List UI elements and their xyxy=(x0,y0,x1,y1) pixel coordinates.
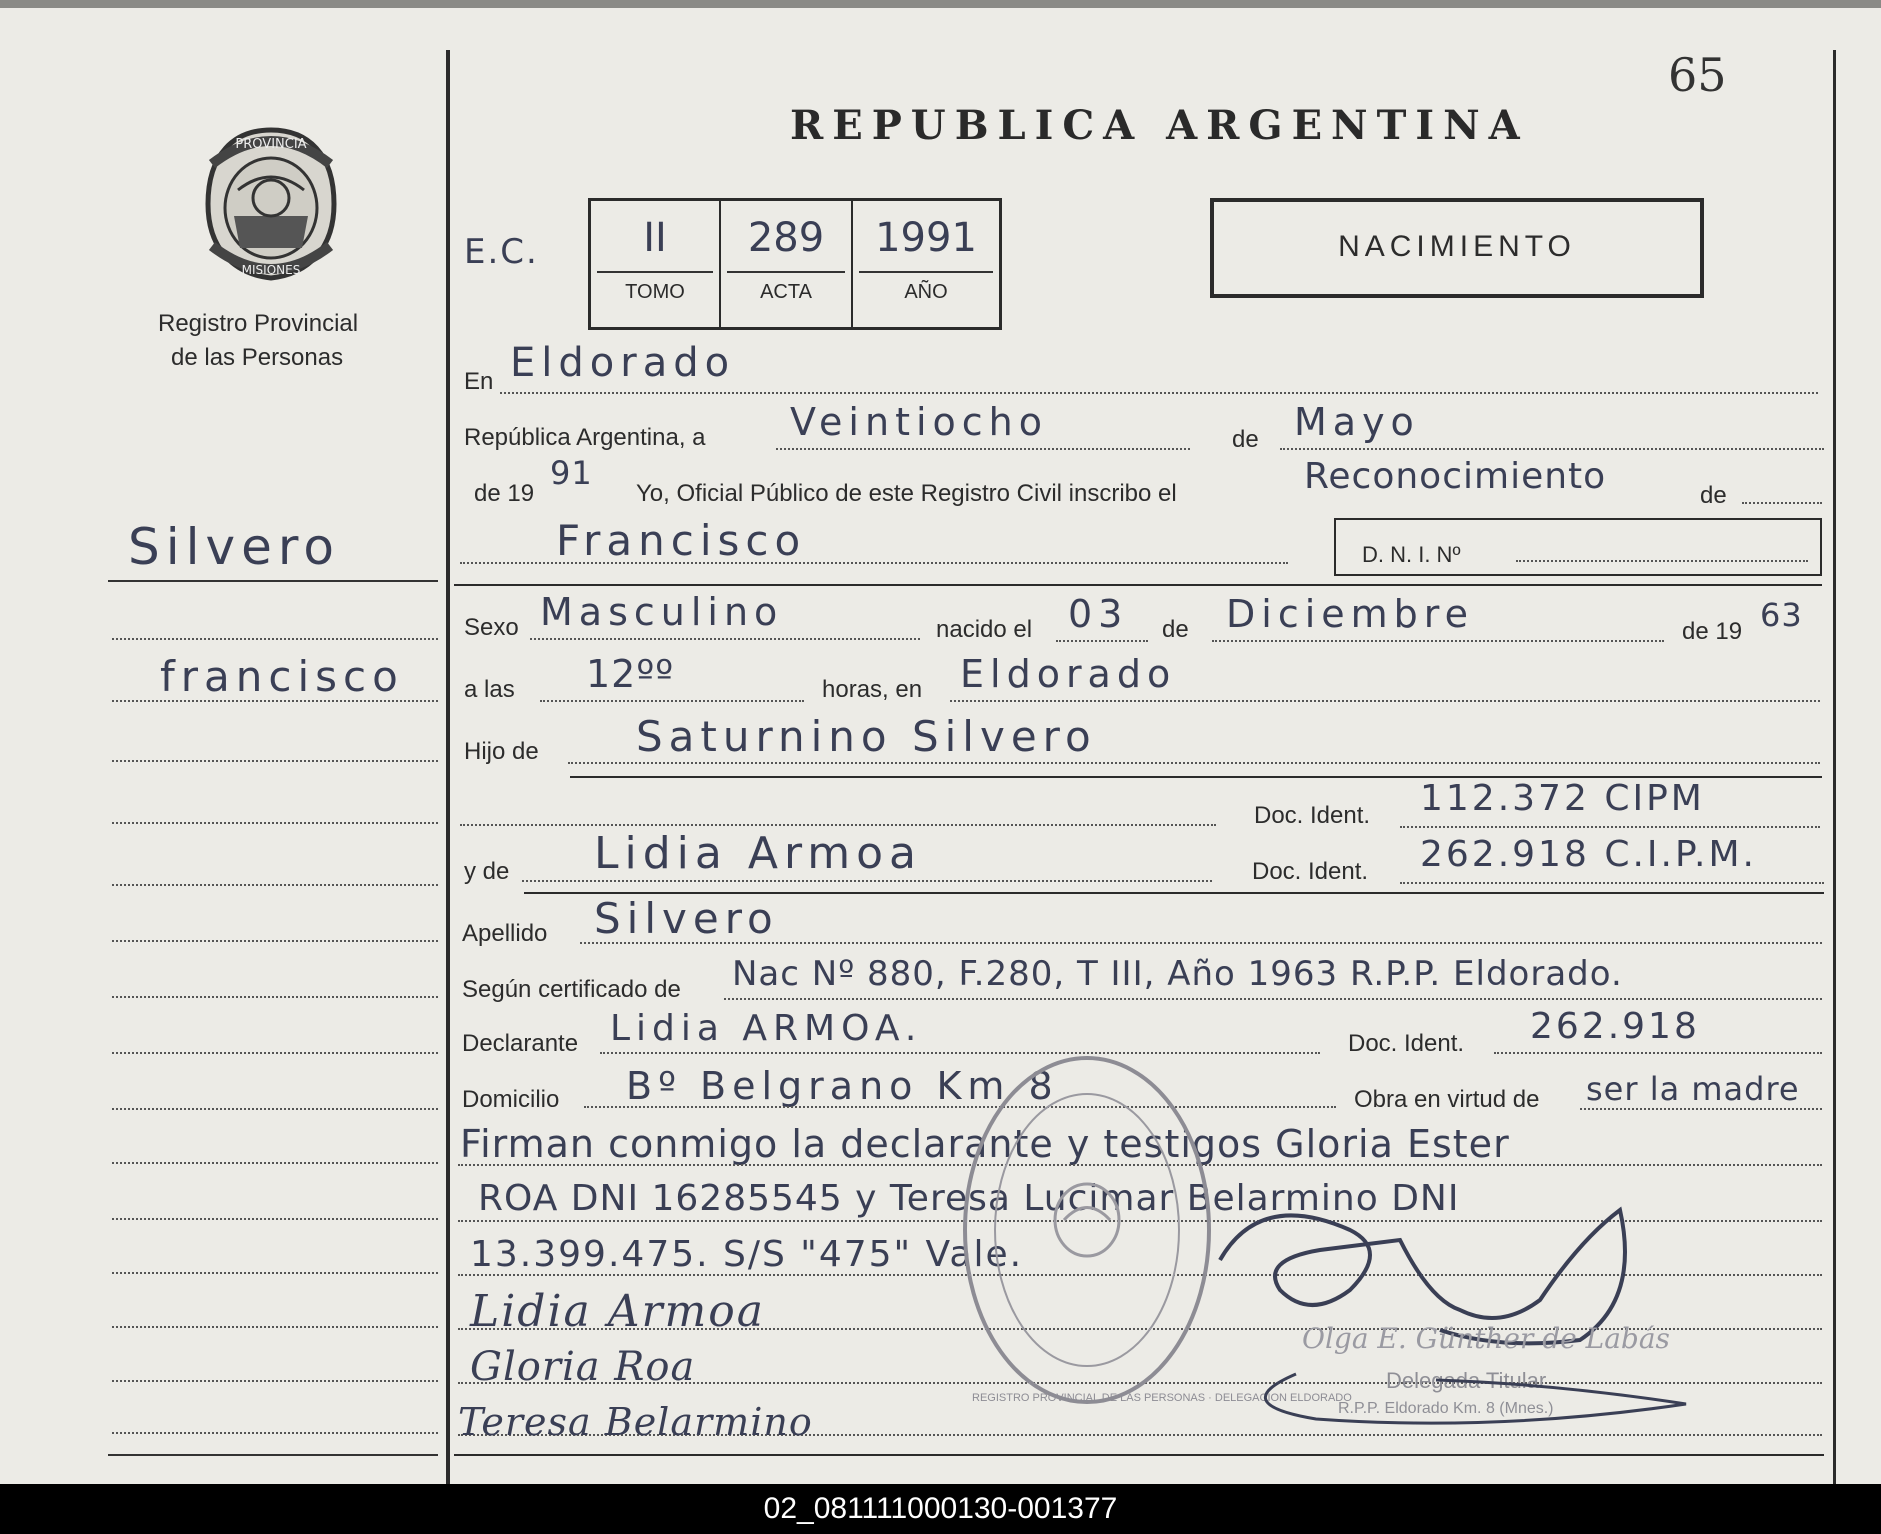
segun-value: Nac Nº 880, F.280, T III, Año 1963 R.P.P. Eldorado. xyxy=(732,954,1623,994)
act-suffix-label: de xyxy=(1700,482,1727,509)
day-month-separator: de xyxy=(1232,426,1259,453)
tomo-value: II xyxy=(643,215,667,261)
republica-label: República Argentina, a xyxy=(464,424,706,451)
top-edge-shadow xyxy=(0,0,1881,8)
document-title: REPUBLICA ARGENTINA xyxy=(790,102,1529,149)
dni-label: D. N. I. Nº xyxy=(1362,542,1461,567)
birth-month-value: Diciembre xyxy=(1226,592,1474,636)
birth-year-value: 63 xyxy=(1760,596,1803,634)
mother-doc-label: Doc. Ident. xyxy=(1252,858,1369,885)
hour-value: 12ºº xyxy=(586,652,675,696)
segun-label: Según certificado de xyxy=(462,976,681,1003)
year-value: 91 xyxy=(550,454,593,492)
emblem-text-bottom: MISIONES xyxy=(241,263,301,277)
year-prefix-label: de 19 xyxy=(474,480,535,507)
declarante-doc-value: 262.918 xyxy=(1530,1006,1700,1047)
obra-value: ser la madre xyxy=(1586,1070,1800,1108)
anio-value: 1991 xyxy=(875,215,977,261)
mother-doc-value: 262.918 C.I.P.M. xyxy=(1420,834,1758,875)
official-stamp xyxy=(956,1050,1218,1410)
domicilio-label: Domicilio xyxy=(462,1086,560,1113)
declarante-label: Declarante xyxy=(462,1030,579,1057)
signature-declarante: Lidia Armoa xyxy=(470,1286,766,1337)
birth-year-prefix: de 19 xyxy=(1682,618,1743,645)
birth-day-value: 03 xyxy=(1068,592,1129,636)
right-border xyxy=(1833,50,1836,1484)
anio-label: AÑO xyxy=(904,281,948,303)
stamp-text: REGISTRO PROVINCIAL DE LAS PERSONAS · DELEGACION ELDORADO xyxy=(972,1392,1352,1404)
month-value: Mayo xyxy=(1294,400,1420,444)
a-las-label: a las xyxy=(464,676,515,703)
birth-de-label: de xyxy=(1162,616,1189,643)
domicilio-value: Bº Belgrano Km 8 xyxy=(626,1064,1059,1108)
declarante-value: Lidia ARMOA. xyxy=(610,1008,923,1049)
official-name: Olga E. Günther de Labás xyxy=(1302,1322,1670,1355)
tomo-label: TOMO xyxy=(625,281,685,303)
margin-given-name: francisco xyxy=(160,652,404,701)
birth-place-value: Eldorado xyxy=(960,652,1177,696)
record-type-box xyxy=(1210,198,1704,298)
image-id-footer: 02_081111000130-001377 xyxy=(0,1484,1881,1534)
father-doc-label: Doc. Ident. xyxy=(1254,802,1371,829)
obra-label: Obra en virtud de xyxy=(1354,1086,1540,1113)
dni-box xyxy=(1334,518,1822,576)
y-de-label: y de xyxy=(464,858,510,885)
page-number: 65 xyxy=(1668,48,1727,102)
observation-line-3: 13.399.475. S/S "475" Vale. xyxy=(470,1234,1024,1275)
en-label: En xyxy=(464,368,494,395)
signature-witness-2: Teresa Belarmino xyxy=(458,1400,813,1444)
signature-witness-1: Gloria Roa xyxy=(470,1344,696,1390)
record-number-box xyxy=(588,198,1002,330)
acta-value: 289 xyxy=(747,215,825,261)
apellido-value: Silvero xyxy=(594,894,779,943)
child-name-value: Francisco xyxy=(556,516,807,565)
en-value: Eldorado xyxy=(510,340,736,386)
record-type: NACIMIENTO xyxy=(1338,230,1576,263)
ec-mark: E.C. xyxy=(464,232,539,272)
father-name-value: Saturnino Silvero xyxy=(636,712,1097,761)
horas-label: horas, en xyxy=(822,676,923,703)
hijo-label: Hijo de xyxy=(464,738,539,765)
tomo-cell xyxy=(591,201,721,327)
emblem-text-top: PROVINCIA xyxy=(235,137,307,152)
nacido-label: nacido el xyxy=(936,616,1033,643)
day-value: Veintiocho xyxy=(790,400,1048,444)
registry-name-line1: Registro Provincial xyxy=(158,310,359,337)
margin-surname: Silvero xyxy=(128,518,340,576)
observation-line-1: Firman conmigo la declarante y testigos Gloria Ester xyxy=(460,1122,1510,1166)
yo-oficial-label: Yo, Oficial Público de este Registro Civil inscribo el xyxy=(636,480,1177,507)
observation-line-2: ROA DNI 16285545 y Teresa Lucimar Belarmino DNI xyxy=(478,1178,1460,1219)
mother-name-value: Lidia Armoa xyxy=(594,828,923,879)
declarante-doc-label: Doc. Ident. xyxy=(1348,1030,1465,1057)
official-office: R.P.P. Eldorado Km. 8 (Mnes.) xyxy=(1338,1400,1554,1417)
sexo-value: Masculino xyxy=(540,590,784,634)
father-doc-value: 112.372 CIPM xyxy=(1420,778,1705,819)
official-signature-underline xyxy=(1256,1364,1696,1434)
acta-cell xyxy=(721,201,853,327)
sexo-label: Sexo xyxy=(464,614,519,641)
province-emblem xyxy=(198,124,344,284)
margin-divider xyxy=(446,50,450,1484)
apellido-label: Apellido xyxy=(462,920,548,947)
acta-label: ACTA xyxy=(760,281,812,303)
registry-name-line2: de las Personas xyxy=(171,344,344,371)
official-title: Delegada Titular xyxy=(1386,1368,1547,1393)
anio-cell xyxy=(853,201,999,327)
act-type-value: Reconocimiento xyxy=(1304,456,1607,497)
